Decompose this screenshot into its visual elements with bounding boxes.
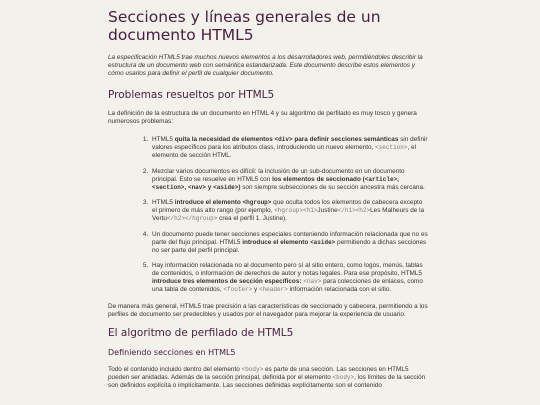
code-section: <section> [152,183,185,191]
code-div: <div> [274,136,293,143]
code-article: <article> [364,175,398,183]
problems-intro: La definición de la estructura de un documento en HTML 4 y su algoritmo de perfilado es muy tosco y genera numerosos problemas: [108,110,417,125]
list-item: 3. HTML5 introduce el elemento <hgroup> que oculta todos los elementos de cabecera excepto el primero de más alto rango (por ejemplo, <hgroup><h1>Justine</h1><h2>Les Malheurs de la Vertu</h2></hgroup> crea el perfil 1. Justine). [150,199,428,223]
problems-outro: De manera más general, HTML5 trae precisión a las características de seccionado y cabecera, permitiendo a los perfiles de documento ser predecibles y usados por el navegador para mejorar la experiencia de usuario. [108,303,428,318]
section-heading-algorithm: El algoritmo de perfilado de HTML5 [108,327,294,339]
page-title: Secciones y líneas generales de un documento HTML5 [108,8,381,44]
subsection-heading-defining: Definiendo secciones en HTML5 [108,348,236,357]
code-nav: <nav> [187,183,206,191]
code-hgroup: <hgroup> [242,199,272,206]
defining-paragraph: Todo el contenido incluido dentro del elemento <body> es parte de una sección. Las secciones en HTML5 pueden ser anidadas. Además de la sección principal, definida por el elemento <body>, los límites de la sección son definidos explícita o implícitamente. Las secciones definidas explícitamente son el contenido [108,366,426,389]
code-header: <header> [258,286,288,293]
list-item: 5. Hay información relacionada no al documento pero sí al sitio entero, como logos, menús, tablas de contenidos, o información de derechos de autor y notas legales. Para ese propósito, HTML5 introduce tres elementos de sección específicos: <nav> para colecciones de enlaces, como una tabla de contenidos, <footer> y <header> información relacionada con el sitio. [150,262,428,294]
code-aside: <aside> [310,238,336,246]
list-item: 4. Un documento puede tener secciones especiales conteniendo información relacionada que no es parte del flujo principal. HTML5 introduce el elemento <aside> permitiendo a dichas secciones no ser parte del perfil principal. [150,231,428,255]
article-content [108,8,428,398]
code-nav: <nav> [303,278,322,285]
problems-list [108,136,428,294]
list-item: 1. HTML5 quita la necesidad de elementos <div> para definir secciones semánticas sin definir valores específicos para los atributos class, introduciendo un nuevo elemento, <section>, el elemento de sección HTML. [150,136,428,160]
code-section: <section> [375,144,408,151]
code-footer: <footer> [223,286,253,293]
section-heading-problems: Problemas resueltos por HTML5 [108,89,275,101]
code-aside: <aside> [213,183,239,191]
list-item: 2. Mezclar varios documentos es difícil: la inclusión de un sub-documento en un documento principal. Esto se resuelve en HTML5 con los elementos de seccionado (<article>, <section>, <nav> y <aside>) son siempre subsecciones de su sección ancestra más cercana. [150,168,428,192]
code-body: <body> [332,374,355,381]
lead-paragraph: La especificación HTML5 trae muchos nuevos elementos a los desarrolladores web, permitiéndoles describir la estructura de un documento web con semántica estandarizada. Este documento describe estos elementos y cómo usarlos para definir el perfil de cualquier documento. [108,54,423,77]
code-body: <body> [241,366,264,373]
